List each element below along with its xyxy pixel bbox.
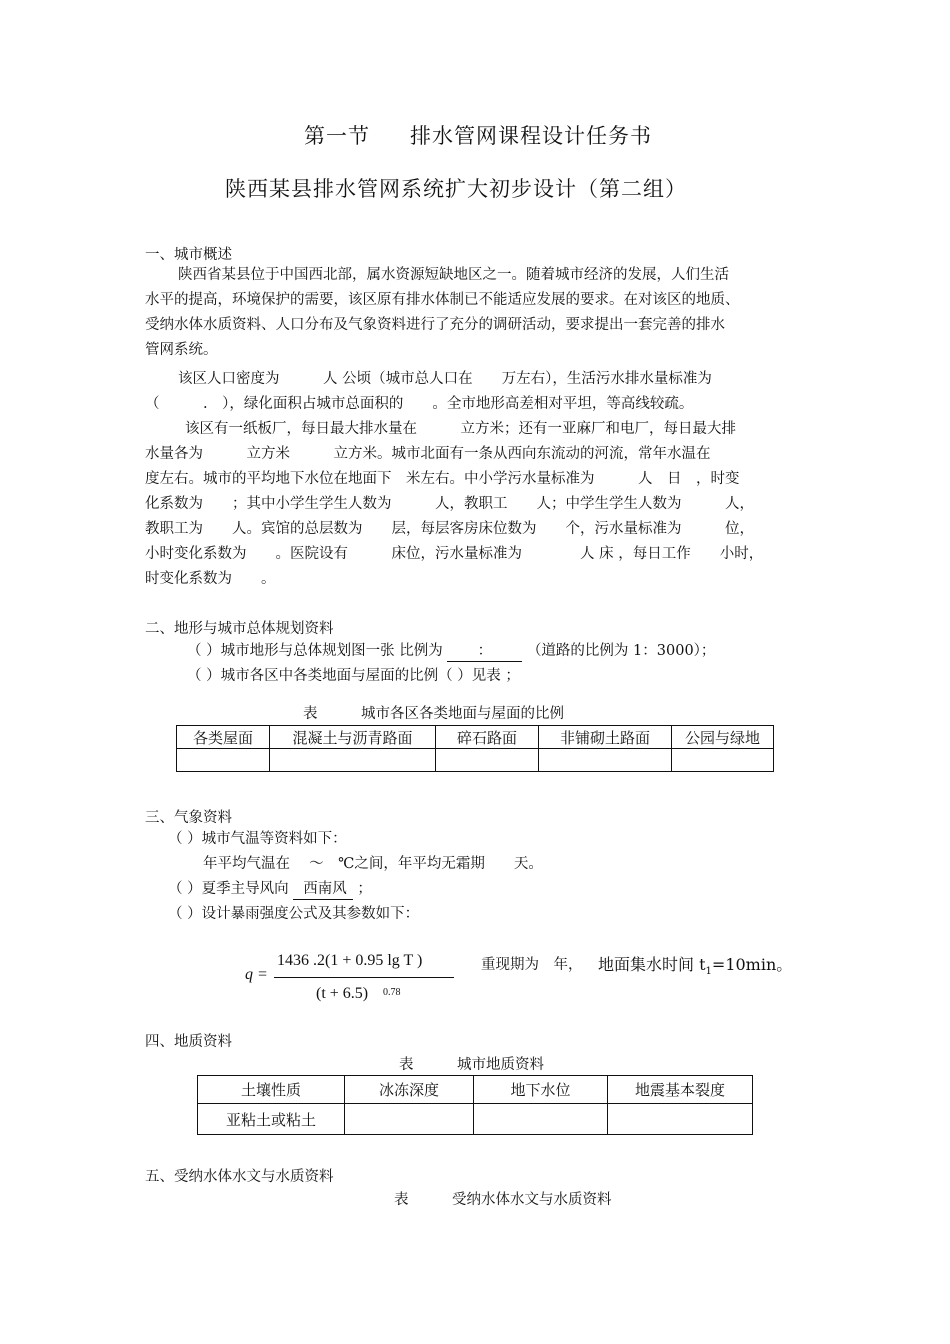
paragraph-line: 受纳水体水质资料、人口分布及气象资料进行了充分的调研活动，要求提出一套完善的排水 xyxy=(145,317,725,333)
paragraph-line: 水平的提高，环境保护的需要，该区原有排水体制已不能适应发展的要求。在对该区的地质、 xyxy=(145,292,740,308)
wind-direction-value: 西南风 xyxy=(293,879,353,900)
paragraph-line: 度左右。城市的平均地下水位在地面下 米左右。中小学污水量标准为 人 日 ，时变 xyxy=(145,471,740,487)
table-header-cell: 碎石路面 xyxy=(436,726,539,749)
paragraph-line: 该区人口密度为 人 公顷（城市总人口在 万左右），生活污水排水量标准为 xyxy=(178,371,712,387)
paragraph-line: 管网系统。 xyxy=(145,342,218,358)
wind-item xyxy=(168,879,372,900)
collect-time-label: 地面集水时间 t xyxy=(598,955,706,974)
wind-label: （ ）夏季主导风向 xyxy=(168,881,289,897)
return-period-text: 重现期为 年， xyxy=(481,957,583,973)
road-scale-text: （道路的比例为 1：3000）； xyxy=(526,643,716,659)
table-header-cell: 非铺砌土路面 xyxy=(539,726,672,749)
table-row xyxy=(198,1104,753,1135)
section-5-heading: 五、受纳水体水文与水质资料 xyxy=(145,1169,334,1185)
table-header-row xyxy=(177,726,774,749)
water-table-caption: 表 受纳水体水文与水质资料 xyxy=(394,1192,612,1208)
paragraph-line: 小时变化系数为 。医院设有 床位，污水量标准为 人 床 ，每日工作 小时， xyxy=(145,546,764,562)
section-3-heading: 三、气象资料 xyxy=(145,810,232,826)
document-subtitle: 陕西某县排水管网系统扩大初步设计（第二组） xyxy=(225,177,687,201)
terrain-map-text: （ ）城市地形与总体规划图一张 比例为 xyxy=(187,643,443,659)
map-scale-blank: ： xyxy=(447,641,522,662)
paragraph-line: 化系数为 ；其中小学生学生人数为 人，教职工 人；中学生学生人数为 人， xyxy=(145,496,754,512)
fraction-bar xyxy=(274,977,454,978)
table-header-row xyxy=(198,1076,753,1104)
table-header-cell: 冰冻深度 xyxy=(345,1076,474,1104)
collect-time-subscript: 1 xyxy=(705,966,712,978)
table-cell xyxy=(608,1104,753,1135)
section-2-heading: 二、地形与城市总体规划资料 xyxy=(145,621,334,637)
formula-exponent: 0.78 xyxy=(383,987,401,998)
formula-numerator: 1436 .2(1 + 0.95 lg T ) xyxy=(277,952,423,969)
collect-time-text xyxy=(598,952,792,977)
table-cell xyxy=(436,749,539,772)
geology-table-caption: 表 城市地质资料 xyxy=(399,1057,544,1073)
rainstorm-item: （ ）设计暴雨强度公式及其参数如下： xyxy=(168,906,420,922)
table-cell xyxy=(474,1104,608,1135)
formula-denominator: (t + 6.5) xyxy=(316,985,369,1002)
geology-table xyxy=(197,1075,753,1135)
paragraph-line: 该区有一纸板厂，每日最大排水量在 立方米；还有一亚麻厂和电厂，每日最大排 xyxy=(185,421,736,437)
table-cell xyxy=(672,749,774,772)
section-number: 第一节 xyxy=(304,124,370,148)
table-cell xyxy=(345,1104,474,1135)
table-header-cell: 土壤性质 xyxy=(198,1076,345,1104)
table-header-cell: 地下水位 xyxy=(474,1076,608,1104)
table-header-cell: 地震基本裂度 xyxy=(608,1076,753,1104)
surface-table-caption: 表 城市各区各类地面与屋面的比例 xyxy=(303,706,564,722)
paragraph-line: 时变化系数为 。 xyxy=(145,571,276,587)
table-cell xyxy=(539,749,672,772)
paragraph-line: （ . ），绿化面积占城市总面积的 。全市地形高差相对平坦，等高线较疏。 xyxy=(145,396,694,412)
table-header-cell: 各类屋面 xyxy=(177,726,270,749)
temperature-detail: 年平均气温在 ～ ℃之间，年平均无霜期 天。 xyxy=(203,856,543,872)
section-1-heading: 一、城市概述 xyxy=(145,247,232,263)
table-cell xyxy=(177,749,270,772)
formula-lhs: q = xyxy=(245,966,268,983)
paragraph-line: 教职工为 人。宾馆的总层数为 层，每层客房床位数为 个，污水量标准为 位， xyxy=(145,521,754,537)
table-header-cell: 混凝土与沥青路面 xyxy=(270,726,436,749)
paragraph-line: 陕西省某县位于中国西北部，属水资源短缺地区之一。随着城市经济的发展，人们生活 xyxy=(178,267,729,283)
terrain-map-item xyxy=(187,641,715,662)
surface-ratio-table xyxy=(176,725,774,772)
section-1-body xyxy=(145,263,807,592)
table-cell xyxy=(270,749,436,772)
temperature-item: （ ）城市气温等资料如下： xyxy=(168,831,347,847)
section-4-heading: 四、地质资料 xyxy=(145,1034,232,1050)
wind-suffix: ； xyxy=(357,881,372,897)
document-title: 排水管网课程设计任务书 xyxy=(410,124,652,148)
table-header-cell: 公园与绿地 xyxy=(672,726,774,749)
collect-time-value: =10min。 xyxy=(711,955,793,974)
surface-ratio-item: （ ）城市各区中各类地面与屋面的比例（ ）见表 ； xyxy=(187,668,520,684)
table-cell: 亚粘土或粘土 xyxy=(198,1104,345,1135)
table-row xyxy=(177,749,774,772)
paragraph-line: 水量各为 立方米 立方米。城市北面有一条从西向东流动的河流，常年水温在 xyxy=(145,446,711,462)
